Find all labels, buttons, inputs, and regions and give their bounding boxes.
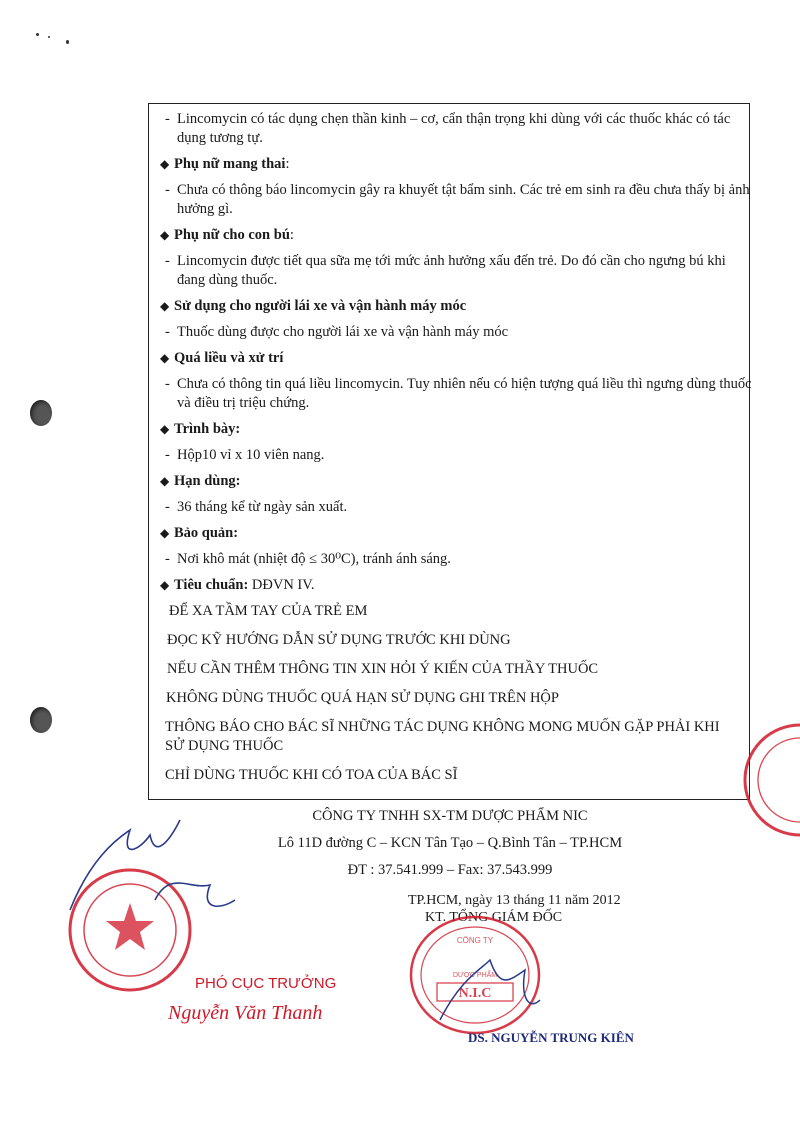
diamond-bullet-icon: ◆ bbox=[160, 228, 170, 242]
scan-speck bbox=[36, 33, 39, 36]
scan-speck bbox=[48, 36, 50, 38]
intro-bullet: - Lincomycin có tác dụng chẹn thần kinh – cơ, cẩn thận trọng khi dùng với các thuốc khác có tác dụng tương tự. bbox=[165, 110, 755, 148]
section-heading: Tiêu chuẩn: bbox=[174, 577, 249, 593]
edge-seal bbox=[725, 720, 800, 840]
warnings-block bbox=[165, 602, 755, 785]
scan-speck bbox=[66, 40, 69, 44]
diamond-bullet-icon: ◆ bbox=[160, 526, 170, 540]
svg-text:DƯỢC PHẨM: DƯỢC PHẨM bbox=[452, 972, 498, 979]
company-name: CÔNG TY TNHH SX-TM DƯỢC PHẨM NIC bbox=[312, 808, 588, 824]
section-bullet: - 36 tháng kể từ ngày sản xuất. bbox=[165, 498, 755, 517]
handwritten-signature-left bbox=[60, 800, 240, 940]
section-heading: Quá liều và xử trí bbox=[174, 350, 284, 366]
warning-line: ĐỂ XA TẦM TAY CỦA TRẺ EM bbox=[169, 603, 368, 619]
diamond-bullet-icon: ◆ bbox=[160, 351, 170, 365]
diamond-bullet-icon: ◆ bbox=[160, 578, 170, 592]
warning-line: CHỈ DÙNG THUỐC KHI CÓ TOA CỦA BÁC SĨ bbox=[165, 767, 458, 783]
section-heading: Phụ nữ cho con bú bbox=[174, 227, 290, 243]
section-shelf-life bbox=[160, 472, 755, 517]
section-bullet: - Hộp10 vỉ x 10 viên nang. bbox=[165, 446, 755, 465]
heading-colon: : bbox=[285, 156, 290, 172]
svg-text:N.I.C: N.I.C bbox=[458, 986, 492, 1001]
section-heading: Bảo quản: bbox=[174, 525, 239, 541]
section-overdose bbox=[160, 349, 755, 413]
document-body bbox=[160, 110, 755, 795]
diamond-bullet-icon: ◆ bbox=[160, 157, 170, 171]
warning-line: KHÔNG DÙNG THUỐC QUÁ HẠN SỬ DỤNG GHI TRÊN HỘP bbox=[166, 690, 559, 706]
warning-line: ĐỌC KỸ HƯỚNG DẪN SỬ DỤNG TRƯỚC KHI DÙNG bbox=[167, 632, 511, 648]
section-storage bbox=[160, 524, 755, 569]
warning-line: NẾU CẦN THÊM THÔNG TIN XIN HỎI Ý KIẾN CỦA THẦY THUỐC bbox=[167, 661, 599, 677]
diamond-bullet-icon: ◆ bbox=[160, 474, 170, 488]
section-driving bbox=[160, 297, 755, 342]
svg-text:CÔNG TY: CÔNG TY bbox=[456, 936, 494, 945]
diamond-bullet-icon: ◆ bbox=[160, 299, 170, 313]
section-standard bbox=[160, 576, 755, 595]
section-pregnancy bbox=[160, 155, 755, 219]
signature-date: TP.HCM, ngày 13 tháng 11 năm 2012 bbox=[408, 893, 621, 908]
section-heading: Trình bày: bbox=[174, 421, 241, 437]
section-bullet: - Nơi khô mát (nhiệt độ ≤ 30⁰C), tránh ánh sáng. bbox=[165, 550, 755, 569]
company-address: Lô 11D đường C – KCN Tân Tạo – Q.Bình Tân – TP.HCM bbox=[277, 835, 623, 851]
section-breastfeeding bbox=[160, 226, 755, 290]
warning-line: THÔNG BÁO CHO BÁC SĨ NHỮNG TÁC DỤNG KHÔNG MONG MUỐN GẶP PHẢI KHI SỬ DỤNG THUỐC bbox=[165, 719, 720, 754]
punch-hole-top bbox=[30, 400, 52, 426]
signature-title: KT. TỔNG GIÁM ĐỐC bbox=[425, 910, 563, 925]
section-bullet: - Chưa có thông tin quá liều lincomycin. Tuy nhiên nếu có hiện tượng quá liều thì ngưng dùng thuốc và điều trị triệu chứng. bbox=[165, 375, 755, 413]
company-phone: ĐT : 37.541.999 – Fax: 37.543.999 bbox=[347, 862, 553, 878]
heading-colon: : bbox=[289, 227, 294, 243]
section-bullet: - Thuốc dùng được cho người lái xe và vận hành máy móc bbox=[165, 323, 755, 342]
diamond-bullet-icon: ◆ bbox=[160, 422, 170, 436]
deputy-director-title: PHÓ CỤC TRƯỞNG bbox=[195, 975, 337, 992]
punch-hole-bottom bbox=[30, 707, 52, 733]
handwritten-signature-right bbox=[430, 940, 550, 1040]
section-bullet: - Lincomycin được tiết qua sữa mẹ tới mức ảnh hưởng xấu đến trẻ. Do đó cần cho ngưng bú khi đang dùng thuốc. bbox=[165, 252, 755, 290]
section-heading: Phụ nữ mang thai bbox=[174, 156, 286, 172]
standard-value: DĐVN IV. bbox=[248, 577, 315, 593]
section-heading: Hạn dùng: bbox=[174, 473, 241, 489]
section-presentation bbox=[160, 420, 755, 465]
section-heading: Sử dụng cho người lái xe và vận hành máy móc bbox=[174, 298, 467, 314]
section-bullet: - Chưa có thông báo lincomycin gây ra khuyết tật bẩm sinh. Các trẻ em sinh ra đều chưa thấy bị ảnh hưởng gì. bbox=[165, 181, 755, 219]
signer-name: DS. NGUYỄN TRUNG KIÊN bbox=[468, 1030, 634, 1045]
deputy-director-name: Nguyễn Văn Thanh bbox=[168, 1002, 323, 1024]
